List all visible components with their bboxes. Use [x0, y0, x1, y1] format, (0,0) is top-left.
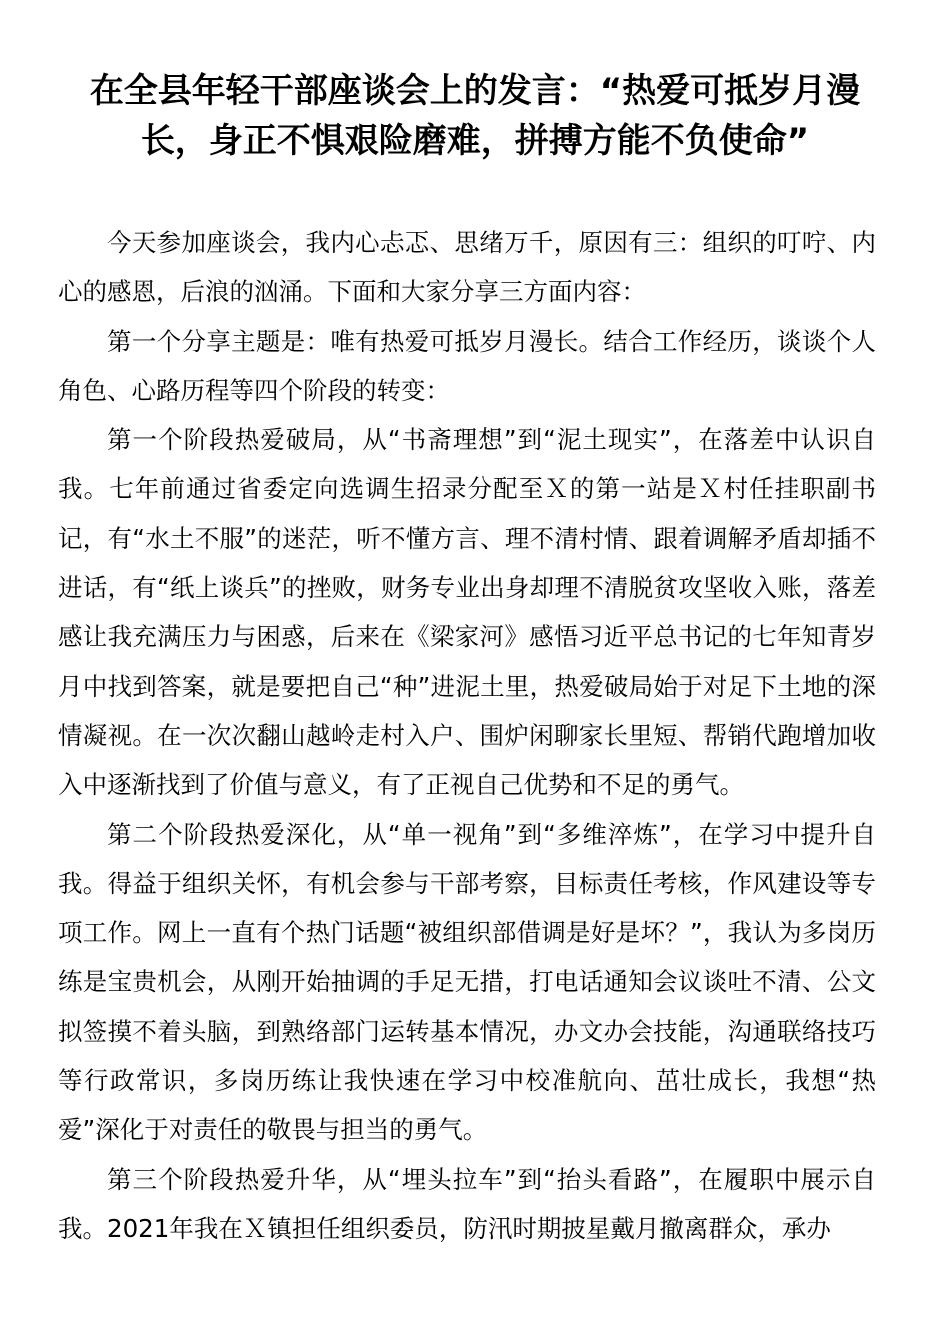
paragraph: 第一个阶段热爱破局，从“书斋理想”到“泥土现实”，在落差中认识自我。七年前通过省委定向选调生招录分配至Ｘ的第一站是Ｘ村任挂职副书记，有“水土不服”的迷茫，听不懂方言、理不清村情、跟着调解矛盾却插不进话，有“纸上谈兵”的挫败，财务专业出身却理不清脱贫攻坚收入账，落差感让我充满压力与困惑，后来在《梁家河》感悟习近平总书记的七年知青岁月中找到答案，就是要把自己“种”进泥土里，热爱破局始于对足下土地的深情凝视。在一次次翻山越岭走村入户、围炉闲聊家长里短、帮销代跑增加收入中逐渐找到了价值与意义，有了正视自己优势和不足的勇气。: [58, 425, 876, 800]
paragraph: 第三个阶段热爱升华，从“埋头拉车”到“抬头看路”，在履职中展示自我。2021年我在Ｘ镇担任组织委员，防汛时期披星戴月撤离群众，承办: [58, 1164, 876, 1243]
document-title: 在全县年轻干部座谈会上的发言：“热爱可抵岁月漫长，身正不惧艰险磨难，拼搏方能不负使命”: [89, 71, 861, 161]
document-body: [58, 218, 876, 1253]
paragraph: 第二个阶段热爱深化，从“单一视角”到“多维淬炼”，在学习中提升自我。得益于组织关怀，有机会参与干部考察，目标责任考核，作风建设等专项工作。网上一直有个热门话题“被组织部借调是好是坏？”，我认为多岗历练是宝贵机会，从刚开始抽调的手足无措，打电话通知会议谈吐不清、公文拟签摸不着头脑，到熟络部门运转基本情况，办文办会技能，沟通联络技巧等行政常识，多岗历练让我快速在学习中校准航向、茁壮成长，我想“热爱”深化于对责任的敬畏与担当的勇气。: [58, 819, 876, 1145]
paragraph: 第一个分享主题是：唯有热爱可抵岁月漫长。结合工作经历，谈谈个人角色、心路历程等四个阶段的转变：: [58, 326, 876, 405]
paragraph: 今天参加座谈会，我内心忐忑、思绪万千，原因有三：组织的叮咛、内心的感恩，后浪的汹涌。下面和大家分享三方面内容：: [58, 228, 876, 307]
